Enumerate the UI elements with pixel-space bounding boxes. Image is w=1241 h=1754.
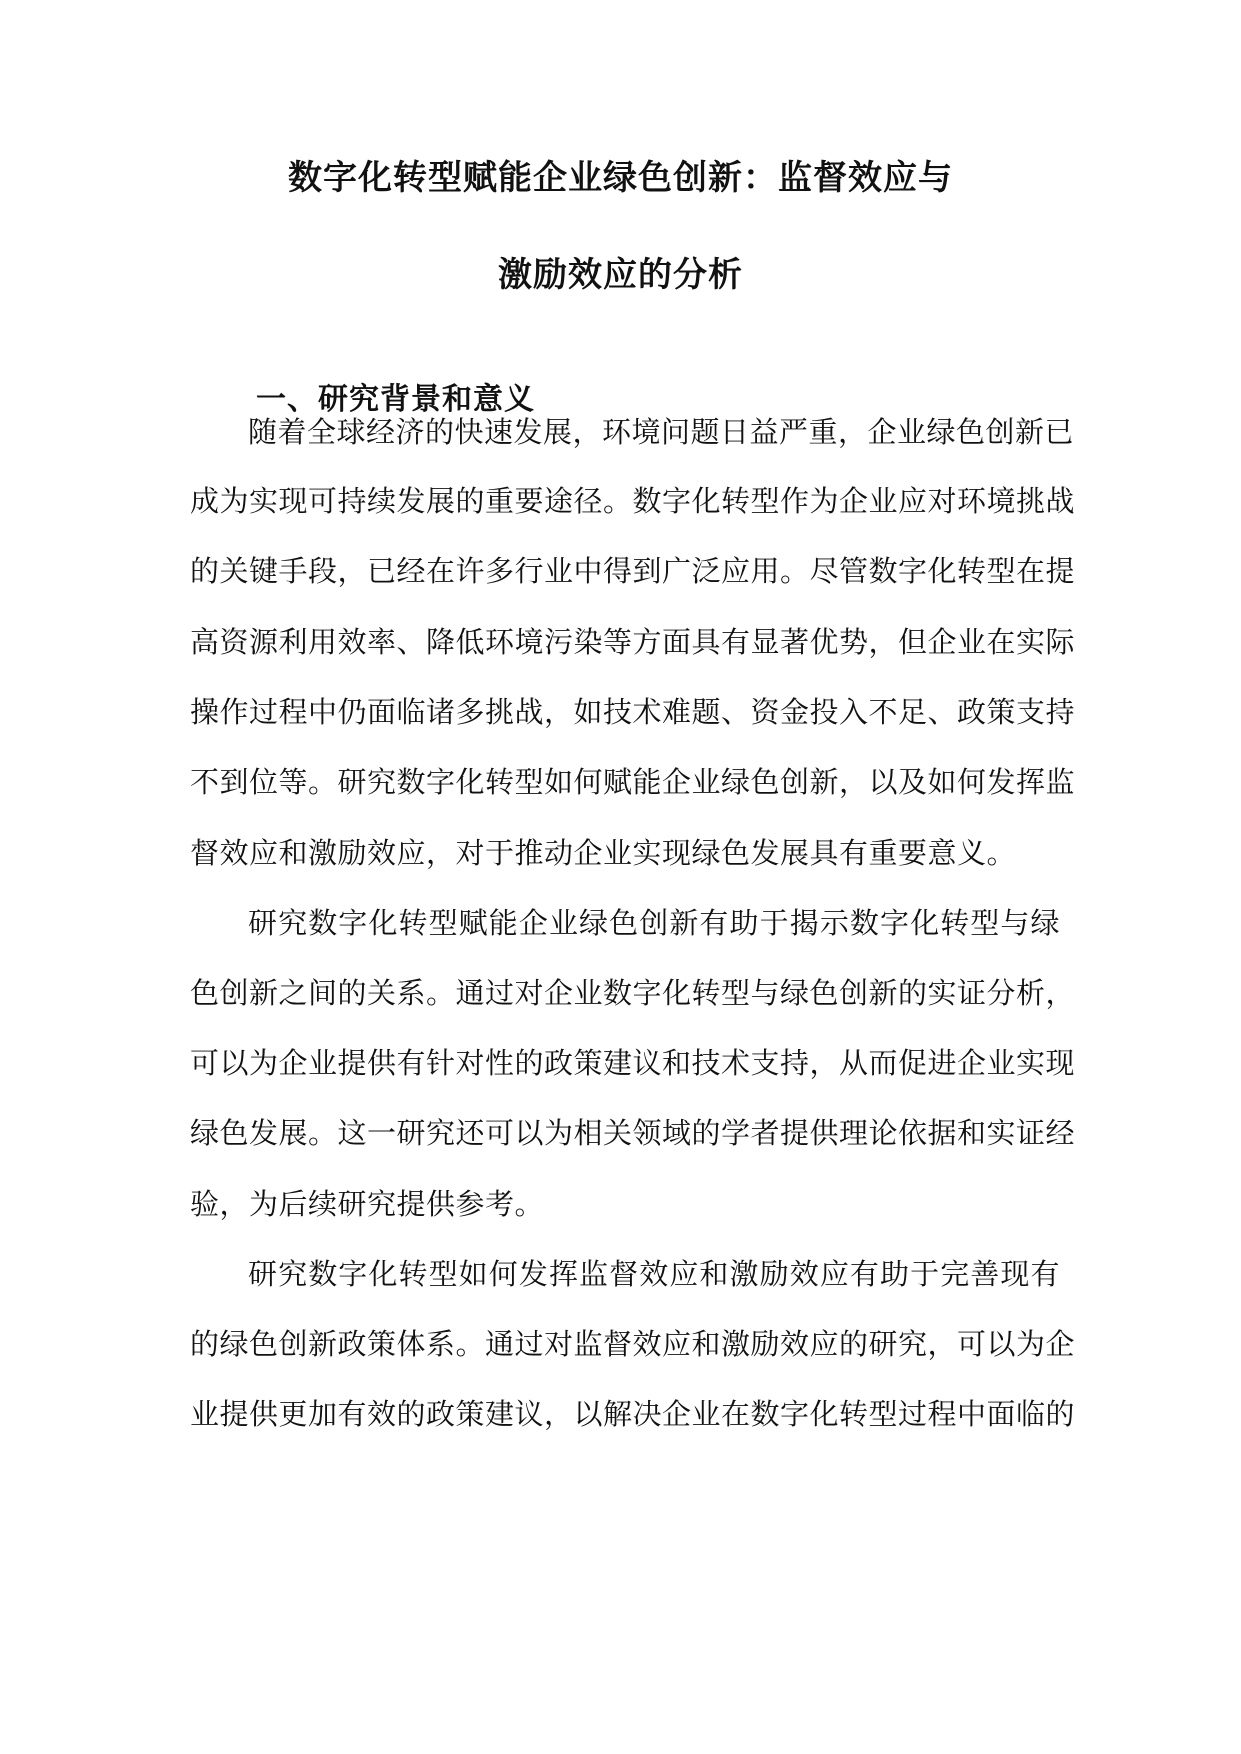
section-heading: 一、研究背景和意义	[256, 382, 535, 417]
paragraph-2-line-5: 验，为后续研究提供参考。	[190, 1187, 545, 1221]
document-title-line-1: 数字化转型赋能企业绿色创新：监督效应与	[288, 158, 953, 198]
paragraph-2-line-2: 色创新之间的关系。通过对企业数字化转型与绿色创新的实证分析，	[190, 976, 1076, 1010]
paragraph-1-line-5: 操作过程中仍面临诸多挑战，如技术难题、资金投入不足、政策支持	[190, 695, 1076, 729]
paragraph-1-line-6: 不到位等。研究数字化转型如何赋能企业绿色创新，以及如何发挥监	[190, 765, 1076, 799]
document-title-line-2: 激励效应的分析	[498, 255, 743, 295]
paragraph-1-line-3: 的关键手段，已经在许多行业中得到广泛应用。尽管数字化转型在提	[190, 554, 1076, 588]
paragraph-2-line-4: 绿色发展。这一研究还可以为相关领域的学者提供理论依据和实证经	[190, 1116, 1076, 1150]
paragraph-1-line-7: 督效应和激励效应，对于推动企业实现绿色发展具有重要意义。	[190, 836, 1017, 870]
paragraph-3-line-2: 的绿色创新政策体系。通过对监督效应和激励效应的研究，可以为企	[190, 1327, 1076, 1361]
paragraph-1-line-4: 高资源利用效率、降低环境污染等方面具有显著优势，但企业在实际	[190, 625, 1076, 659]
paragraph-2-line-1: 研究数字化转型赋能企业绿色创新有助于揭示数字化转型与绿	[248, 906, 1060, 940]
paragraph-1-line-2: 成为实现可持续发展的重要途径。数字化转型作为企业应对环境挑战	[190, 484, 1076, 518]
paragraph-3-line-1: 研究数字化转型如何发挥监督效应和激励效应有助于完善现有	[248, 1257, 1060, 1291]
paragraph-3-line-3: 业提供更加有效的政策建议，以解决企业在数字化转型过程中面临的	[190, 1397, 1076, 1431]
paragraph-2-line-3: 可以为企业提供有针对性的政策建议和技术支持，从而促进企业实现	[190, 1046, 1076, 1080]
paragraph-1-line-1: 随着全球经济的快速发展，环境问题日益严重，企业绿色创新已	[248, 415, 1075, 449]
